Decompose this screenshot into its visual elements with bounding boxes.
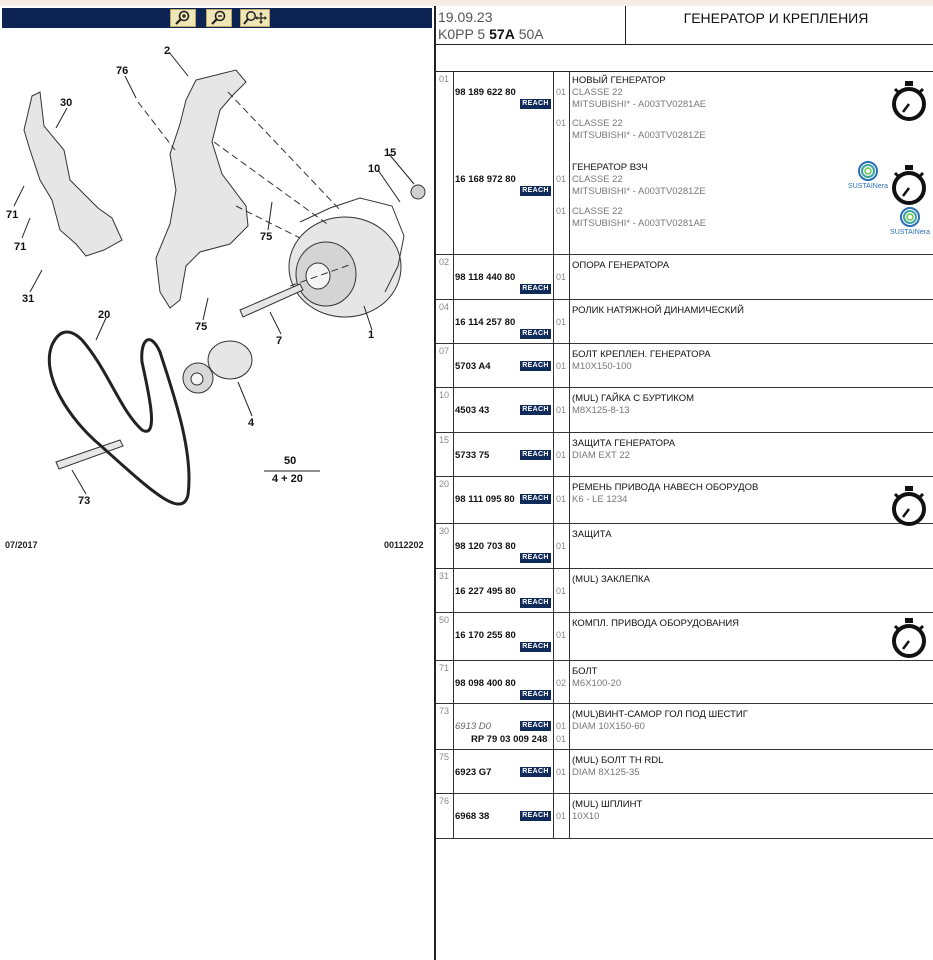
column-divider	[453, 750, 454, 793]
table-row[interactable]	[436, 388, 933, 433]
part-number[interactable]: 5733 75	[455, 450, 490, 461]
column-divider	[553, 613, 554, 660]
zoom-out-icon	[210, 10, 228, 26]
part-detail: MITSUBISHI* - A003TV0281ZE	[572, 130, 706, 141]
parts-diagram	[0, 30, 434, 570]
ref-number: 75	[439, 752, 450, 762]
column-divider	[569, 72, 570, 254]
column-divider	[553, 344, 554, 387]
column-divider	[453, 569, 454, 612]
part-number[interactable]: 16 227 495 80	[455, 586, 516, 597]
part-name: ОПОРА ГЕНЕРАТОРА	[572, 260, 670, 271]
quantity: 02	[556, 678, 567, 688]
part-detail: M8X125-8-13	[572, 405, 630, 416]
stopwatch-icon	[890, 485, 928, 527]
table-row[interactable]	[436, 344, 933, 388]
ref-number: 71	[439, 663, 450, 673]
ref-number: 76	[439, 796, 450, 806]
ref-number: 31	[439, 571, 450, 581]
part-name: (MUL)ВИНТ-САМОР ГОЛ ПОД ШЕСТИГ	[572, 709, 748, 720]
column-divider	[553, 661, 554, 703]
column-divider	[569, 613, 570, 660]
column-divider	[569, 524, 570, 568]
quantity: 01	[556, 174, 567, 184]
reach-badge: REACH	[520, 361, 551, 371]
reach-badge: REACH	[520, 767, 551, 777]
stopwatch-icon	[890, 164, 928, 206]
column-divider	[453, 433, 454, 476]
callout-10: 10	[368, 163, 381, 175]
part-number[interactable]: 98 120 703 80	[455, 541, 516, 552]
part-number[interactable]: 98 098 400 80	[455, 678, 516, 689]
zoom-in-button[interactable]	[170, 9, 196, 27]
column-divider	[553, 569, 554, 612]
callout-30: 30	[60, 97, 73, 109]
part-detail: CLASSE 22	[572, 87, 623, 98]
reach-badge: REACH	[520, 494, 551, 504]
callout-50: 50	[284, 455, 297, 467]
quantity: 01	[556, 450, 567, 460]
quantity: 01	[556, 405, 567, 415]
callout-76: 76	[116, 65, 129, 77]
part-detail: DIAM 8X125-35	[572, 767, 640, 778]
column-divider	[453, 613, 454, 660]
callout-4: 4	[248, 417, 255, 429]
quantity: 01	[556, 734, 567, 744]
quantity: 01	[556, 494, 567, 504]
part-number[interactable]: 6968 38	[455, 811, 490, 822]
table-row[interactable]	[436, 433, 933, 477]
part-number[interactable]: 16 168 972 80	[455, 174, 516, 185]
quantity: 01	[556, 721, 567, 731]
callout-71b: 71	[14, 241, 27, 253]
part-name: ЗАЩИТА	[572, 529, 612, 540]
ref-number: 04	[439, 302, 450, 312]
sustainera-logo	[888, 206, 932, 236]
shield-bracket-part	[24, 92, 122, 256]
table-row[interactable]	[436, 524, 933, 569]
zoom-out-button[interactable]	[206, 9, 232, 27]
quantity: 01	[556, 767, 567, 777]
part-name: НОВЫЙ ГЕНЕРАТОР	[572, 75, 666, 86]
column-divider	[569, 344, 570, 387]
reach-badge: REACH	[520, 450, 551, 460]
part-detail: DIAM EXT 22	[572, 450, 630, 461]
ref-number: 73	[439, 706, 450, 716]
callout-1: 1	[368, 329, 375, 341]
part-detail: MITSUBISHI* - A003TV0281ZE	[572, 186, 706, 197]
reach-badge: REACH	[520, 405, 551, 415]
zoom-pan-icon	[243, 10, 267, 26]
svg-text:SUSTAINera: SUSTAINera	[848, 183, 888, 190]
diagram-toolbar	[2, 8, 432, 28]
part-name: (MUL) ГАЙКА С БУРТИКОМ	[572, 393, 695, 404]
callout-20: 20	[98, 309, 111, 321]
part-name: ЗАЩИТА ГЕНЕРАТОРА	[572, 438, 676, 449]
part-number[interactable]: 6923 G7	[455, 767, 492, 778]
ref-number: 30	[439, 526, 450, 536]
page-title: ГЕНЕРАТОР И КРЕПЛЕНИЯ	[683, 10, 869, 26]
column-divider	[453, 344, 454, 387]
drive-belt-part	[49, 332, 189, 504]
table-row[interactable]	[436, 569, 933, 613]
parts-table	[436, 72, 933, 839]
part-detail: K6 - LE 1234	[572, 494, 628, 505]
reach-badge: REACH	[520, 186, 551, 196]
column-divider	[453, 661, 454, 703]
diagram-date: 07/2017	[5, 540, 38, 550]
quantity: 01	[556, 317, 567, 327]
column-divider	[553, 750, 554, 793]
reach-badge: REACH	[520, 99, 551, 109]
part-detail: CLASSE 22	[572, 118, 623, 129]
reach-badge: REACH	[520, 284, 551, 294]
column-divider	[569, 477, 570, 523]
reach-badge: REACH	[520, 553, 551, 563]
column-divider	[553, 255, 554, 299]
callout-71a: 71	[6, 209, 19, 221]
part-detail: MITSUBISHI* - A003TV0281AE	[572, 218, 707, 229]
parts-header	[436, 6, 933, 45]
quantity: 01	[556, 87, 567, 97]
part-detail: CLASSE 22	[572, 206, 623, 217]
column-divider	[453, 388, 454, 432]
ref-number: 20	[439, 479, 450, 489]
quantity: 01	[556, 361, 567, 371]
column-divider	[453, 300, 454, 343]
ref-number: 02	[439, 257, 450, 267]
column-divider	[553, 524, 554, 568]
callout-75b: 75	[195, 321, 208, 333]
column-divider	[569, 433, 570, 476]
part-name: ГЕНЕРАТОР ВЗЧ	[572, 162, 648, 173]
table-row[interactable]	[436, 750, 933, 794]
svg-text:SUSTAINera: SUSTAINera	[890, 229, 930, 236]
part-number[interactable]: 16 114 257 80	[455, 317, 516, 328]
quantity: 01	[556, 206, 567, 216]
zoom-in-icon	[174, 10, 192, 26]
ref-number: 07	[439, 346, 450, 356]
callout-15: 15	[384, 147, 397, 159]
table-row[interactable]	[436, 72, 933, 255]
column-divider	[553, 704, 554, 749]
tensioner-body-part	[208, 341, 252, 379]
column-divider	[569, 750, 570, 793]
quantity: 01	[556, 118, 567, 128]
column-divider	[569, 794, 570, 838]
part-name: (MUL) БОЛТ TH RDL	[572, 755, 664, 766]
part-number[interactable]: 98 111 095 80	[455, 494, 515, 505]
part-number-alt[interactable]: RP 79 03 009 248	[471, 734, 548, 745]
part-detail: M6X100-20	[572, 678, 622, 689]
column-divider	[569, 388, 570, 432]
subheader-bar	[436, 45, 933, 72]
part-name: (MUL) ЗАКЛЕПКА	[572, 574, 650, 585]
header-date: 19.09.23	[438, 9, 493, 25]
callout-2: 2	[164, 45, 171, 57]
column-divider	[453, 704, 454, 749]
part-number[interactable]: 98 189 622 80	[455, 87, 516, 98]
reach-badge: REACH	[520, 598, 551, 608]
column-divider	[553, 433, 554, 476]
ref-number: 15	[439, 435, 450, 445]
sustainera-logo	[846, 160, 890, 190]
column-divider	[553, 477, 554, 523]
stopwatch-icon	[890, 617, 928, 659]
column-divider	[453, 794, 454, 838]
part-number[interactable]: 98 118 440 80	[455, 272, 516, 283]
column-divider	[569, 704, 570, 749]
quantity: 01	[556, 272, 567, 282]
diagram-code: 00112202	[384, 540, 424, 550]
table-row[interactable]	[436, 477, 933, 524]
reach-badge: REACH	[520, 329, 551, 339]
part-detail: MITSUBISHI* - A003TV0281AE	[572, 99, 707, 110]
generator-support-part	[156, 70, 248, 308]
part-name: КОМПЛ. ПРИВОДА ОБОРУДОВАНИЯ	[572, 618, 740, 629]
part-number[interactable]: 16 170 255 80	[455, 630, 516, 641]
part-number[interactable]: 5703 A4	[455, 361, 491, 372]
column-divider	[553, 388, 554, 432]
part-detail: DIAM 10X150-60	[572, 721, 645, 732]
diagram-pane	[0, 6, 434, 960]
table-row[interactable]	[436, 300, 933, 344]
column-divider	[553, 300, 554, 343]
part-name: БОЛТ	[572, 666, 598, 677]
quantity: 01	[556, 541, 567, 551]
quantity: 01	[556, 811, 567, 821]
callout-4-20: 4 + 20	[272, 473, 303, 485]
reach-badge: REACH	[520, 811, 551, 821]
part-detail: CLASSE 22	[572, 174, 623, 185]
column-divider	[453, 72, 454, 254]
callout-73: 73	[78, 495, 91, 507]
part-name: РЕМЕНЬ ПРИВОДА НАВЕСН ОБОРУДОВ	[572, 482, 759, 493]
stopwatch-icon	[890, 80, 928, 122]
part-detail: 10X10	[572, 811, 600, 822]
column-divider	[569, 255, 570, 299]
reach-badge: REACH	[520, 690, 551, 700]
table-row[interactable]	[436, 704, 933, 750]
reach-badge: REACH	[520, 721, 551, 731]
column-divider	[569, 569, 570, 612]
column-divider	[553, 794, 554, 838]
quantity: 01	[556, 586, 567, 596]
ref-number: 10	[439, 390, 450, 400]
callout-75a: 75	[260, 231, 273, 243]
column-divider	[553, 72, 554, 254]
part-name: БОЛТ КРЕПЛЕН. ГЕНЕРАТОРА	[572, 349, 711, 360]
column-divider	[569, 661, 570, 703]
zoom-pan-button[interactable]	[240, 9, 270, 27]
part-detail: M10X150-100	[572, 361, 632, 372]
ref-number: 50	[439, 615, 450, 625]
reach-badge: REACH	[520, 642, 551, 652]
column-divider	[453, 477, 454, 523]
part-name: (MUL) ШПЛИНТ	[572, 799, 643, 810]
ref-number: 01	[439, 74, 450, 84]
column-divider	[453, 255, 454, 299]
table-row[interactable]	[436, 661, 933, 704]
part-number[interactable]: 6913 D0	[455, 721, 491, 732]
part-name: РОЛИК НАТЯЖНОЙ ДИНАМИЧЕСКИЙ	[572, 305, 744, 316]
callout-31: 31	[22, 293, 35, 305]
column-divider	[453, 524, 454, 568]
table-row[interactable]	[436, 794, 933, 839]
table-row[interactable]	[436, 255, 933, 300]
part-number[interactable]: 4503 43	[455, 405, 490, 416]
column-divider	[569, 300, 570, 343]
quantity: 01	[556, 630, 567, 640]
header-code: K0PP 5 57A 50A	[438, 26, 544, 42]
parts-pane	[436, 6, 933, 960]
callout-7: 7	[276, 335, 283, 347]
table-row[interactable]	[436, 613, 933, 661]
